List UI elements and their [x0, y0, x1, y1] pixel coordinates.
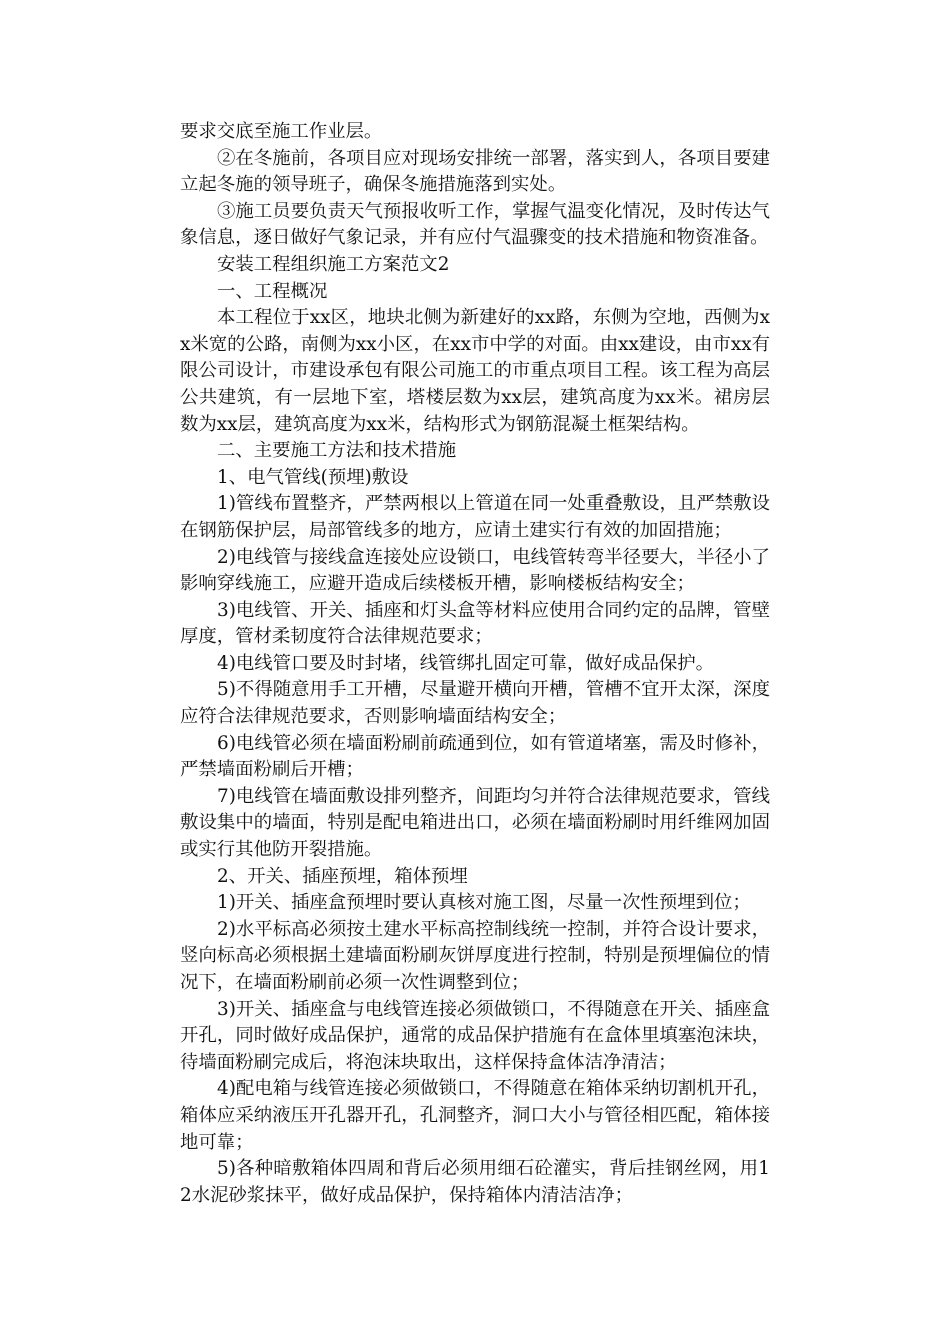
list-item: 5)各种暗敷箱体四周和背后必须用细石砼灌实，背后挂钢丝网，用12水泥砂浆抹平，做好成品保护，保持箱体内清洁洁净； — [180, 1158, 770, 1206]
list-item: 5)不得随意用手工开槽，尽量避开横向开槽，管槽不宜开太深，深度应符合法律规范要求，否则影响墙面结构安全； — [180, 679, 770, 728]
subheading: 2、开关、插座预埋，箱体预埋 — [217, 865, 468, 887]
paragraph: 要求交底至施工作业层。 — [180, 121, 383, 142]
paragraph: 本工程位于xx区，地块北侧为新建好的xx路，东侧为空地，西侧为xx米宽的公路，南侧为xx小区，在xx市中学的对面。由xx建设，由市xx有限公司设计，市建设承包有限公司施工的市重点项目工程。该工程为高层公共建筑，有一层地下室，塔楼层数为xx层，建筑高度为xx米。裙房层数为xx层，建筑高度为xx米，结构形式为钢筋混凝土框架结构。 — [180, 307, 770, 435]
list-item: 6)电线管必须在墙面粉刷前疏通到位，如有管道堵塞，需及时修补，严禁墙面粉刷后开槽； — [180, 732, 770, 781]
list-item: 2)电线管与接线盒连接处应设锁口，电线管转弯半径要大，半径小了影响穿线施工，应避开造成后续楼板开槽，影响楼板结构安全； — [180, 546, 770, 595]
list-item: 3)电线管、开关、插座和灯头盒等材料应使用合同约定的品牌，管壁厚度，管材柔韧度符合法律规范要求； — [180, 599, 770, 648]
section-title: 安装工程组织施工方案范文2 — [217, 253, 450, 275]
list-item: 1)管线布置整齐，严禁两根以上管道在同一处重叠敷设，且严禁敷设在钢筋保护层，局部管线多的地方，应请土建实行有效的加固措施； — [180, 493, 770, 541]
list-item: 1)开关、插座盒预埋时要认真核对施工图，尽量一次性预埋到位； — [217, 892, 751, 914]
list-item: 3)开关、插座盒与电线管连接必须做锁口，不得随意在开关、插座盒开孔，同时做好成品保护，通常的成品保护措施有在盒体里填塞泡沫块，待墙面粉刷完成后，将泡沫块取出，这样保持盒体洁净清洁； — [180, 998, 770, 1073]
subheading: 1、电气管线(预埋)敷设 — [217, 466, 409, 488]
heading: 二、主要施工方法和技术措施 — [217, 440, 457, 462]
list-item: 2)水平标高必须按土建水平标高控制线统一控制，并符合设计要求，竖向标高必须根据土建墙面粉刷灰饼厚度进行控制，特别是预埋偏位的情况下，在墙面粉刷前必须一次性调整到位； — [180, 918, 770, 993]
list-item: 4)配电箱与线管连接必须做锁口，不得随意在箱体采纳切割机开孔，箱体应采纳液压开孔器开孔，孔洞整齐，洞口大小与管径相匹配，箱体接地可靠； — [180, 1078, 770, 1153]
heading: 一、工程概况 — [217, 280, 328, 302]
paragraph: ②在冬施前，各项目应对现场安排统一部署，落实到人，各项目要建立起冬施的领导班子，确保冬施措施落到实处。 — [180, 147, 770, 196]
document-body — [180, 119, 770, 1209]
paragraph: ③施工员要负责天气预报收听工作，掌握气温变化情况，及时传达气象信息，逐日做好气象记录，并有应付气温骤变的技术措施和物资准备。 — [180, 200, 770, 249]
list-item: 7)电线管在墙面敷设排列整齐，间距均匀并符合法律规范要求，管线敷设集中的墙面，特别是配电箱进出口，必须在墙面粉刷时用纤维网加固或实行其他防开裂措施。 — [180, 785, 770, 861]
list-item: 4)电线管口要及时封堵，线管绑扎固定可靠，做好成品保护。 — [217, 652, 715, 674]
